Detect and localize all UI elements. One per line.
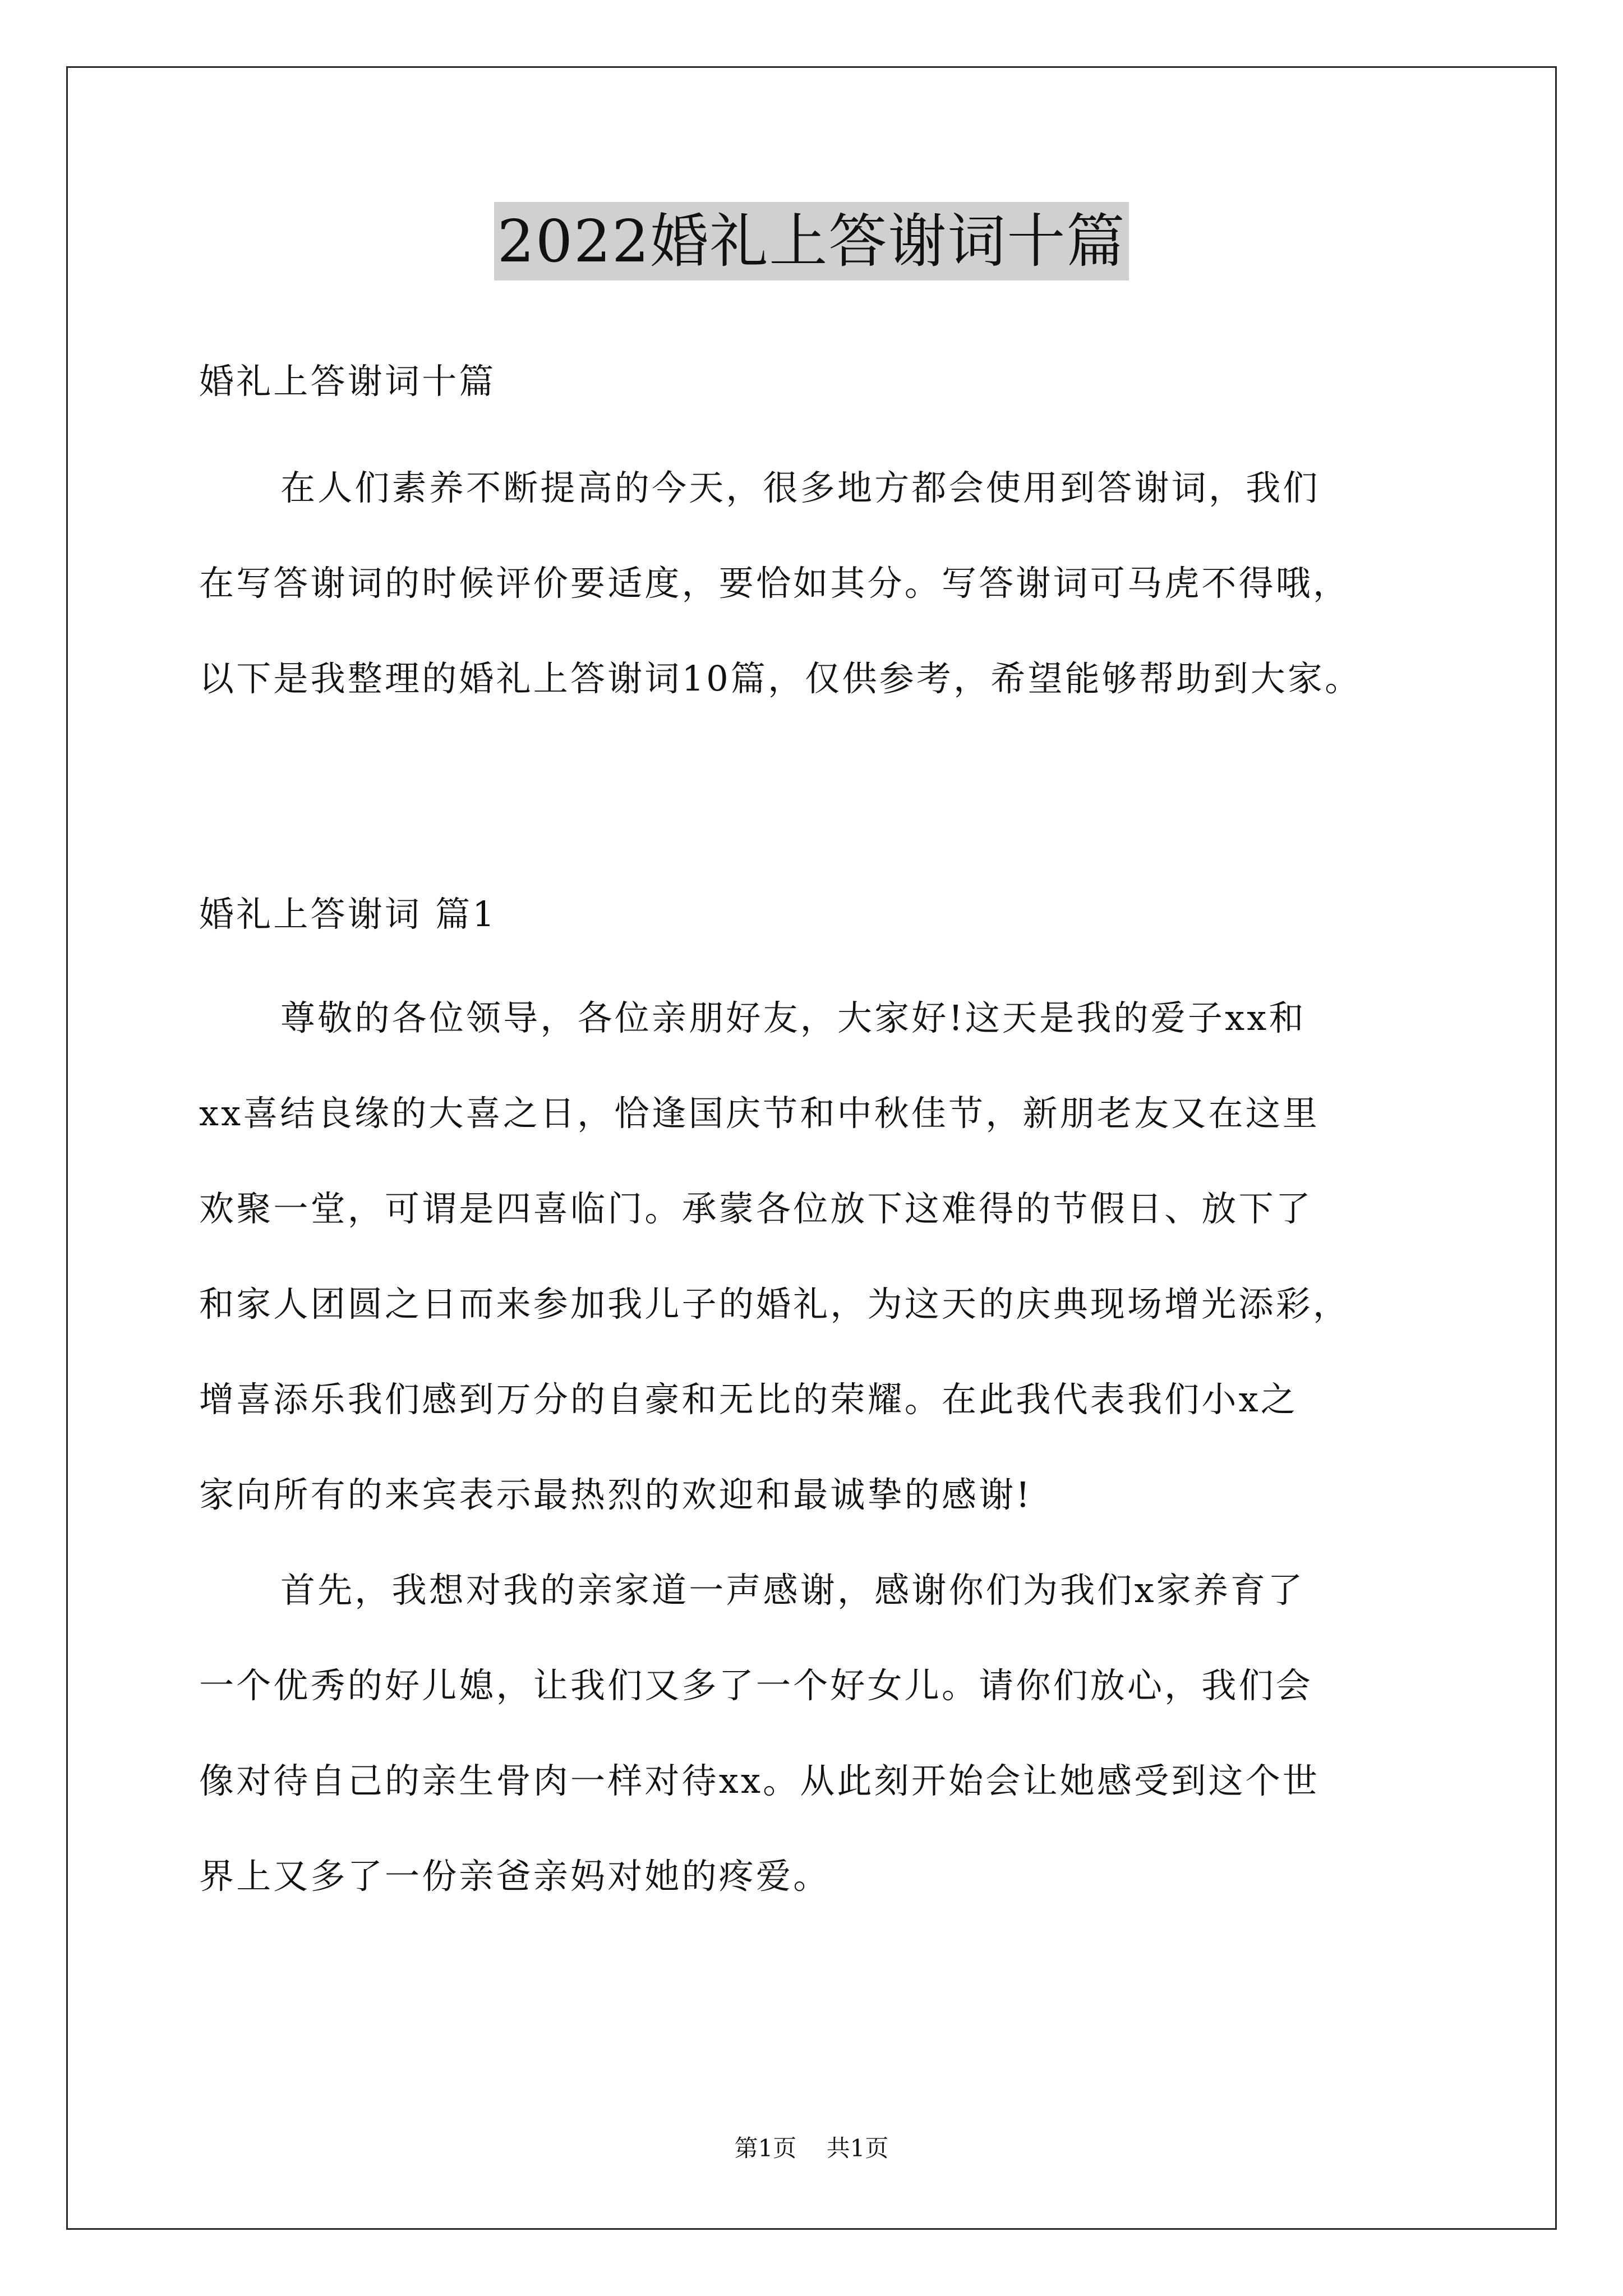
intro-line-3: 以下是我整理的婚礼上答谢词10篇，仅供参考，希望能够帮助到大家。 — [199, 658, 1362, 699]
title-container — [0, 202, 1623, 280]
paragraph1-line-4: 和家人团圆之日而来参加我儿子的婚礼，为这天的庆典现场增光添彩， — [199, 1283, 1350, 1324]
paragraph2-line-2: 一个优秀的好儿媳，让我们又多了一个好女儿。请你们放心，我们会 — [199, 1665, 1313, 1706]
paragraph1-line-1: 尊敬的各位领导，各位亲朋好友，大家好!这天是我的爱子xx和 — [280, 997, 1306, 1038]
paragraph2-line-3: 像对待自己的亲生骨肉一样对待xx。从此刻开始会让她感受到这个世 — [199, 1760, 1320, 1801]
paragraph1-line-2: xx喜结良缘的大喜之日，恰逢国庆节和中秋佳节，新朋老友又在这里 — [199, 1093, 1320, 1134]
paragraph1-line-3: 欢聚一堂，可谓是四喜临门。承蒙各位放下这难得的节假日、放下了 — [199, 1188, 1313, 1229]
paragraph1-line-5: 增喜添乐我们感到万分的自豪和无比的荣耀。在此我代表我们小x之 — [199, 1379, 1298, 1420]
intro-line-2: 在写答谢词的时候评价要适度，要恰如其分。写答谢词可马虎不得哦， — [199, 563, 1350, 604]
section-heading: 婚礼上答谢词 篇1 — [199, 894, 497, 935]
paragraph1-line-6: 家向所有的来宾表示最热烈的欢迎和最诚挚的感谢! — [199, 1474, 1032, 1515]
paragraph2-line-4: 界上又多了一份亲爸亲妈对她的疼爱。 — [199, 1856, 831, 1897]
document-title: 2022婚礼上答谢词十篇 — [494, 202, 1129, 280]
page-total: 共1页 — [826, 2134, 889, 2162]
paragraph2-line-1: 首先，我想对我的亲家道一声感谢，感谢你们为我们x家养育了 — [280, 1570, 1305, 1611]
page-number: 第1页 — [734, 2134, 797, 2162]
page-footer — [0, 2132, 1623, 2165]
subtitle: 婚礼上答谢词十篇 — [199, 361, 496, 402]
intro-line-1: 在人们素养不断提高的今天，很多地方都会使用到答谢词，我们 — [280, 467, 1320, 508]
